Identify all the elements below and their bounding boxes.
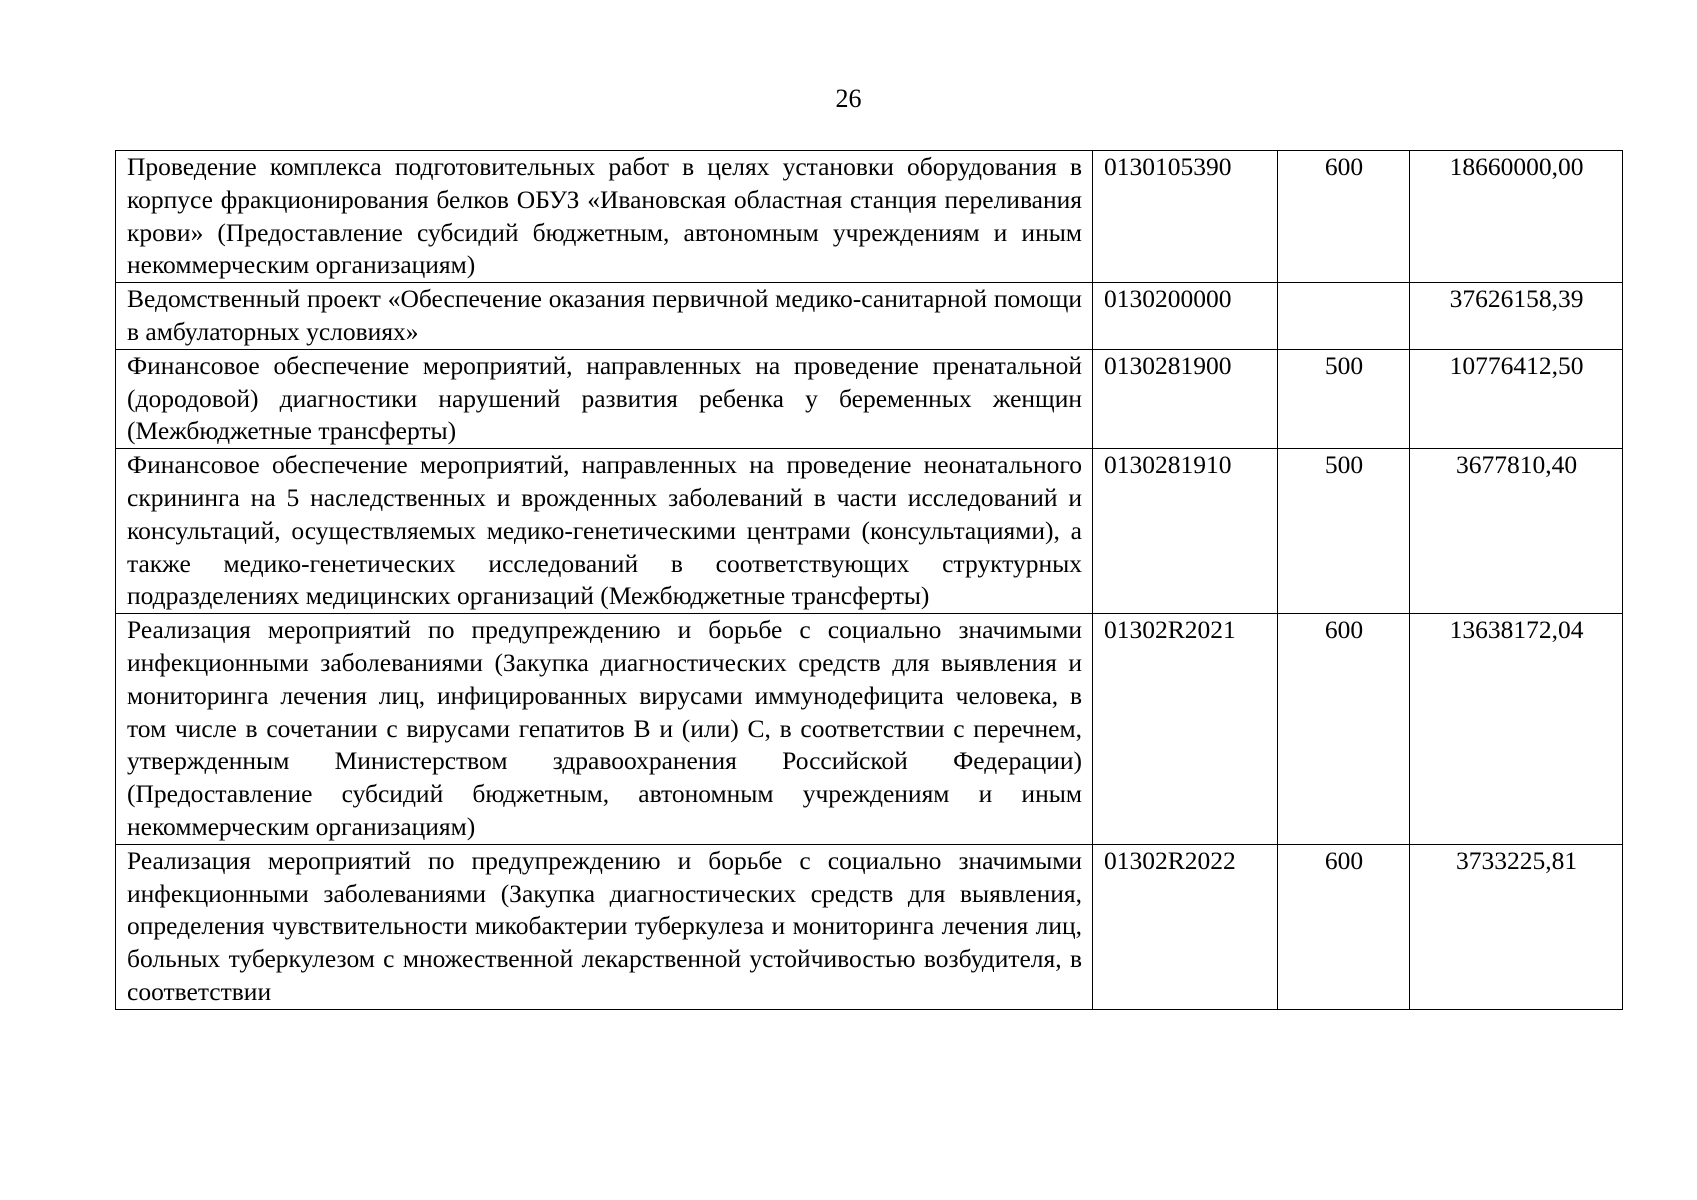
amount-value: 18660000,00 — [1410, 151, 1623, 283]
amount-value: 3677810,40 — [1410, 449, 1623, 614]
amount-value: 10776412,50 — [1410, 349, 1623, 448]
target-article-code: 01302R2022 — [1093, 844, 1278, 1009]
item-description: Финансовое обеспечение мероприятий, направленных на проведение пренатальной (дородовой) диагностики нарушений развития ребенка у беременных женщин (Межбюджетные трансферты) — [116, 349, 1093, 448]
item-description: Реализация мероприятий по предупреждению и борьбе с социально значимыми инфекционными заболеваниями (Закупка диагностических средств для выявления и мониторинга лечения лиц, инфицированных вирусами иммунодефицита человека, в том числе в сочетании с вирусами гепатитов B и (или) C, в соответствии с перечнем, утвержденным Министерством здравоохранения Российской Федерации) (Предоставление субсидий бюджетным, автономным учреждениям и иным некоммерческим организациям) — [116, 614, 1093, 845]
item-description: Реализация мероприятий по предупреждению и борьбе с социально значимыми инфекционными заболеваниями (Закупка диагностических средств для выявления, определения чувствительности микобактерии туберкулеза и мониторинга лечения лиц, больных туберкулезом с множественной лекарственной устойчивостью возбудителя, в соответствии — [116, 844, 1093, 1009]
target-article-code: 0130200000 — [1093, 283, 1278, 350]
page-number: 26 — [835, 84, 862, 113]
table-row — [116, 349, 1623, 448]
table-row — [116, 151, 1623, 283]
target-article-code: 0130105390 — [1093, 151, 1278, 283]
target-article-code: 0130281910 — [1093, 449, 1278, 614]
table-row — [116, 844, 1623, 1009]
expense-type-code: 600 — [1278, 614, 1410, 845]
target-article-code: 01302R2021 — [1093, 614, 1278, 845]
table-row — [116, 449, 1623, 614]
table-row — [116, 614, 1623, 845]
expense-type-code: 600 — [1278, 844, 1410, 1009]
expense-type-code: 500 — [1278, 349, 1410, 448]
item-description: Ведомственный проект «Обеспечение оказания первичной медико-санитарной помощи в амбулаторных условиях» — [116, 283, 1093, 350]
item-description: Проведение комплекса подготовительных работ в целях установки оборудования в корпусе фракционирования белков ОБУЗ «Ивановская областная станция переливания крови» (Предоставление субсидий бюджетным, автономным учреждениям и иным некоммерческим организациям) — [116, 151, 1093, 283]
expense-type-code: 600 — [1278, 151, 1410, 283]
table-row — [116, 283, 1623, 350]
amount-value: 3733225,81 — [1410, 844, 1623, 1009]
target-article-code: 0130281900 — [1093, 349, 1278, 448]
item-description: Финансовое обеспечение мероприятий, направленных на проведение неонатального скрининга на 5 наследственных и врожденных заболеваний в части исследований и консультаций, осуществляемых медико-генетическими центрами (консультациями), а также медико-генетических исследований в соответствующих структурных подразделениях медицинских организаций (Межбюджетные трансферты) — [116, 449, 1093, 614]
expense-type-code — [1278, 283, 1410, 350]
amount-value: 13638172,04 — [1410, 614, 1623, 845]
amount-value: 37626158,39 — [1410, 283, 1623, 350]
budget-table — [115, 150, 1623, 1010]
expense-type-code: 500 — [1278, 449, 1410, 614]
